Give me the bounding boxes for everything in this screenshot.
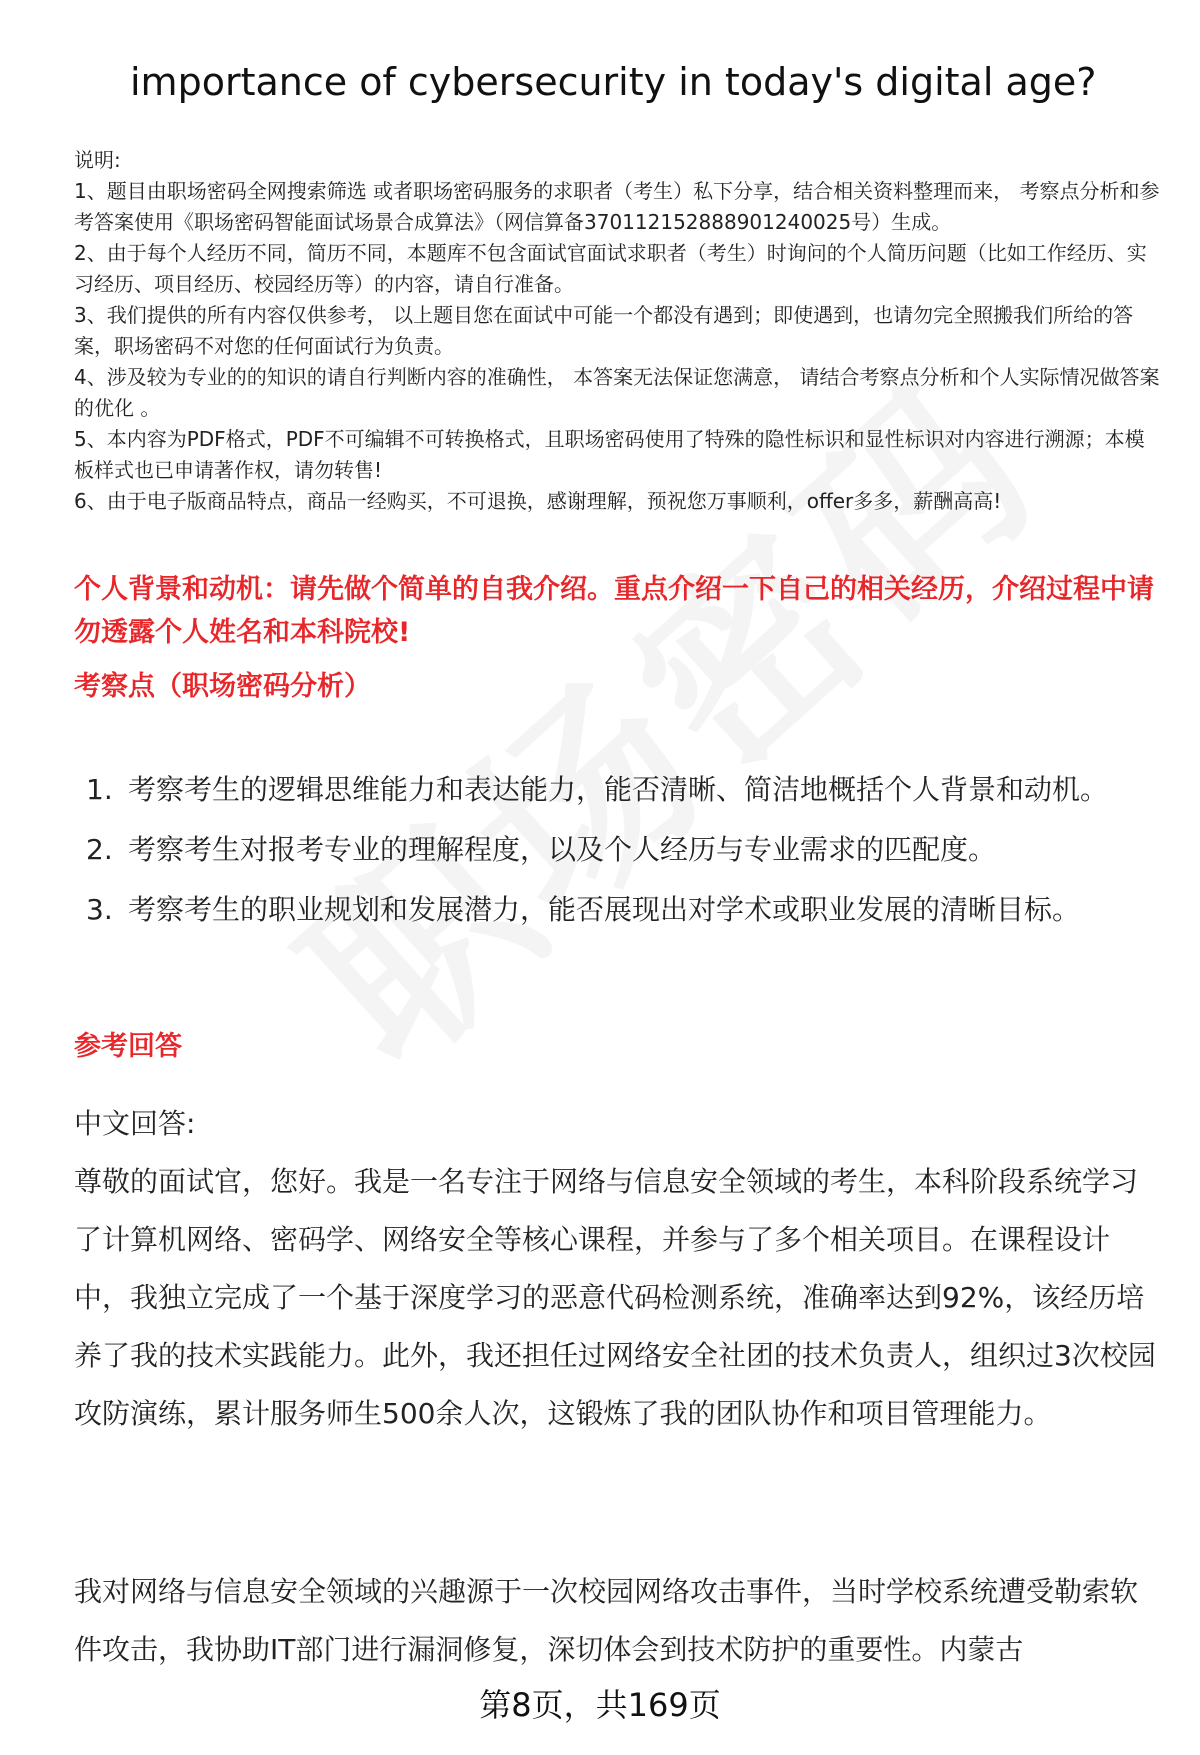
notes-line: 6、由于电子版商品特点，商品一经购买，不可退换，感谢理解，预祝您万事顺利，offer多多，薪酬高高!	[74, 489, 1002, 513]
notes-section	[74, 145, 1164, 517]
notes-line: 3、我们提供的所有内容仅供参考， 以上题目您在面试中可能一个都没有遇到；即使遇到，也请勿完全照搬我们所给的答案，职场密码不对您的任何面试行为负责。	[74, 303, 1134, 358]
notes-line: 4、涉及较为专业的的知识的请自行判断内容的准确性， 本答案无法保证您满意， 请结合考察点分析和个人实际情况做答案的优化 。	[74, 365, 1160, 420]
notes-line: 5、本内容为PDF格式，PDF不可编辑不可转换格式，且职场密码使用了特殊的隐性标识和显性标识对内容进行溯源；本模板样式也已申请著作权，请勿转售!	[74, 427, 1145, 482]
analysis-heading: 考察点（职场密码分析）	[74, 671, 371, 702]
answer-paragraph: 尊敬的面试官，您好。我是一名专注于网络与信息安全领域的考生，本科阶段系统学习了计算机网络、密码学、网络安全等核心课程，并参与了多个相关项目。在课程设计中，我独立完成了一个基于深度学习的恶意代码检测系统，准确率达到92%，该经历培养了我的技术实践能力。此外，我还担任过网络安全社团的技术负责人，组织过3次校园攻防演练，累计服务师生500余人次，这锻炼了我的团队协作和项目管理能力。	[74, 1165, 1156, 1430]
list-item	[74, 820, 1164, 880]
list-text: 考察考生的职业规划和发展潜力，能否展现出对学术或职业发展的清晰目标。	[128, 893, 1081, 926]
page-number: 第8页，共169页	[479, 1686, 721, 1724]
list-number: 2.	[86, 833, 113, 866]
answer-label: 中文回答:	[74, 1107, 196, 1140]
list-number: 3.	[86, 893, 113, 926]
analysis-list	[74, 760, 1164, 940]
answer-heading: 参考回答	[74, 1031, 182, 1062]
page-title: importance of cybersecurity in today's digital age?	[130, 60, 1097, 104]
notes-line: 1、题目由职场密码全网搜索筛选 或者职场密码服务的求职者（考生）私下分享，结合相关资料整理而来， 考察点分析和参考答案使用《职场密码智能面试场景合成算法》（网信算备370112152888901240025号）生成。	[74, 179, 1160, 234]
list-item	[74, 880, 1164, 940]
question-heading: 个人背景和动机：请先做个简单的自我介绍。重点介绍一下自己的相关经历，介绍过程中请勿透露个人姓名和本科院校!	[74, 574, 1154, 648]
list-text: 考察考生的逻辑思维能力和表达能力，能否清晰、简洁地概括个人背景和动机。	[128, 773, 1109, 806]
list-number: 1.	[86, 773, 113, 806]
notes-line: 说明:	[74, 148, 121, 172]
list-item	[74, 760, 1164, 820]
answer-paragraph: 我对网络与信息安全领域的兴趣源于一次校园网络攻击事件，当时学校系统遭受勒索软件攻击，我协助IT部门进行漏洞修复，深切体会到技术防护的重要性。内蒙古	[74, 1575, 1139, 1666]
notes-line: 2、由于每个人经历不同，简历不同，本题库不包含面试官面试求职者（考生）时询问的个人简历问题（比如工作经历、实习经历、项目经历、校园经历等）的内容，请自行准备。	[74, 241, 1147, 296]
list-text: 考察考生对报考专业的理解程度，以及个人经历与专业需求的匹配度。	[128, 833, 997, 866]
